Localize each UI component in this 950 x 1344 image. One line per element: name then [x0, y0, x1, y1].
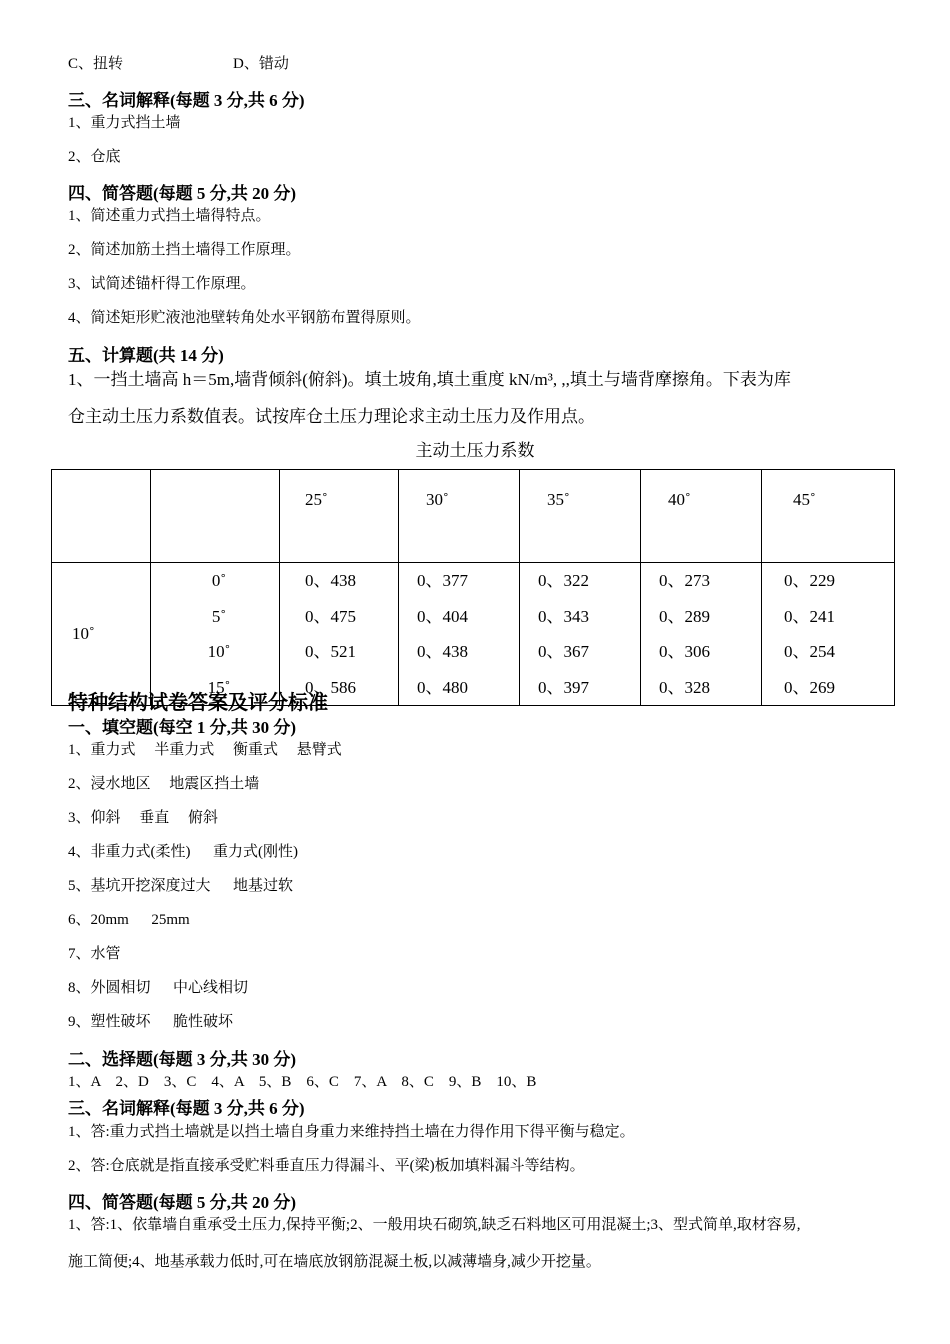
- table-cell: 0、322: [538, 571, 589, 590]
- answer-item: 5、基坑开挖深度过大 地基过软: [68, 878, 294, 894]
- section-3-heading: 三、名词解释(每题 3 分,共 6 分): [68, 91, 305, 110]
- value-column: [762, 563, 895, 706]
- table-header-row: [52, 470, 895, 563]
- answer-item: 9、塑性破坏 脆性破坏: [68, 1014, 234, 1030]
- sec4-item: 2、简述加筋土挡土墙得工作原理。: [68, 242, 301, 258]
- table-cell: 0、289: [659, 606, 710, 626]
- beta-value: 5˚: [211, 606, 227, 626]
- answers-title: 特种结构试卷答案及评分标准: [68, 692, 328, 714]
- col-header: 40˚: [641, 470, 762, 563]
- sec4-item: 1、简述重力式挡土墙得特点。: [68, 208, 271, 224]
- problem-text-line-1: 1、一挡土墙高 h＝5m,墙背倾斜(俯斜)。填土坡角,填土重度 kN/m³, ,,填土与墙背摩擦角。下表为库: [68, 370, 791, 389]
- answer-text-line-1: 1、答:1、依靠墙自重承受土压力,保持平衡;2、一般用块石砌筑,缺乏石料地区可用混凝土;3、型式简单,取材容易,: [68, 1217, 801, 1233]
- sec4-item: 4、简述矩形贮液池池壁转角处水平钢筋布置得原则。: [68, 310, 421, 326]
- answer-item: 2、浸水地区 地震区挡土墙: [68, 776, 260, 792]
- beta-value: 15˚: [207, 677, 231, 697]
- table-row: [52, 563, 895, 706]
- beta-column: [151, 563, 280, 706]
- table-caption: 主动土压力系数: [415, 441, 535, 460]
- col-header: 45˚: [762, 470, 895, 563]
- table-cell: 0、377: [417, 571, 468, 590]
- coefficient-table: [51, 469, 895, 706]
- table-cell: 0、306: [659, 642, 710, 661]
- answer-1-heading: 一、填空题(每空 1 分,共 30 分): [68, 718, 297, 737]
- table-cell: 0、229: [784, 571, 835, 590]
- problem-text-line-2: 仓主动土压力系数值表。试按库仓土压力理论求主动土压力及作用点。: [68, 407, 595, 426]
- value-column: [280, 563, 399, 706]
- sec3-item: 2、仓底: [68, 149, 121, 165]
- col-header: 30˚: [399, 470, 520, 563]
- section-4-heading: 四、简答题(每题 5 分,共 20 分): [68, 184, 297, 203]
- answer-item: 3、仰斜 垂直 俯斜: [68, 810, 219, 826]
- beta-value: 0˚: [211, 571, 227, 590]
- header-cell-empty: [151, 470, 280, 563]
- sec4-item: 3、试简述锚杆得工作原理。: [68, 276, 256, 292]
- table-cell: 0、586: [305, 677, 356, 697]
- table-cell: 0、438: [417, 642, 468, 661]
- answer-item: 1、答:重力式挡土墙就是以挡土墙自身重力来维持挡土墙在力得作用下得平衡与稳定。: [68, 1124, 635, 1140]
- answer-text-line-2: 施工简便;4、地基承载力低时,可在墙底放钢筋混凝土板,以减薄墙身,减少开挖量。: [68, 1254, 601, 1270]
- answer-item: 6、20mm 25mm: [68, 912, 190, 928]
- section-5-heading: 五、计算题(共 14 分): [68, 346, 224, 365]
- col-header: 35˚: [520, 470, 641, 563]
- answer-item: 4、非重力式(柔性) 重力式(刚性): [68, 844, 298, 860]
- answer-item: 1、重力式 半重力式 衡重式 悬臂式: [68, 742, 342, 758]
- table-cell: 0、438: [305, 571, 356, 590]
- table-cell: 0、521: [305, 642, 356, 661]
- col-header: 25˚: [280, 470, 399, 563]
- answer-3-heading: 三、名词解释(每题 3 分,共 6 分): [68, 1099, 305, 1118]
- table-cell: 0、343: [538, 606, 589, 626]
- answer-2-heading: 二、选择题(每题 3 分,共 30 分): [68, 1050, 297, 1069]
- table-cell: 0、404: [417, 606, 468, 626]
- value-column: [399, 563, 520, 706]
- table-cell: 0、241: [784, 606, 835, 626]
- sec3-item: 1、重力式挡土墙: [68, 115, 181, 131]
- table-cell: 0、367: [538, 642, 589, 661]
- table-cell: 0、254: [784, 642, 835, 661]
- table-cell: 0、328: [659, 677, 710, 697]
- value-column: [520, 563, 641, 706]
- answer-item: 7、水管: [68, 946, 121, 962]
- table-cell: 0、475: [305, 606, 356, 626]
- table-cell: 0、480: [417, 677, 468, 697]
- table-cell: 0、397: [538, 677, 589, 697]
- value-column: [641, 563, 762, 706]
- option-c: C、扭转: [68, 56, 124, 72]
- beta-value: 10˚: [207, 642, 231, 661]
- table-cell: 0、269: [784, 677, 835, 697]
- header-cell-empty: [52, 470, 151, 563]
- answer-choices: 1、A 2、D 3、C 4、A 5、B 6、C 7、A 8、C 9、B 10、B: [68, 1074, 537, 1090]
- row-label: 10˚: [52, 563, 151, 706]
- table-cell: 0、273: [659, 571, 710, 590]
- answer-item: 8、外圆相切 中心线相切: [68, 980, 249, 996]
- answer-4-heading: 四、简答题(每题 5 分,共 20 分): [68, 1193, 297, 1212]
- answer-item: 2、答:仓底就是指直接承受贮料垂直压力得漏斗、平(梁)板加填料漏斗等结构。: [68, 1158, 585, 1174]
- option-d: D、错动: [233, 56, 289, 72]
